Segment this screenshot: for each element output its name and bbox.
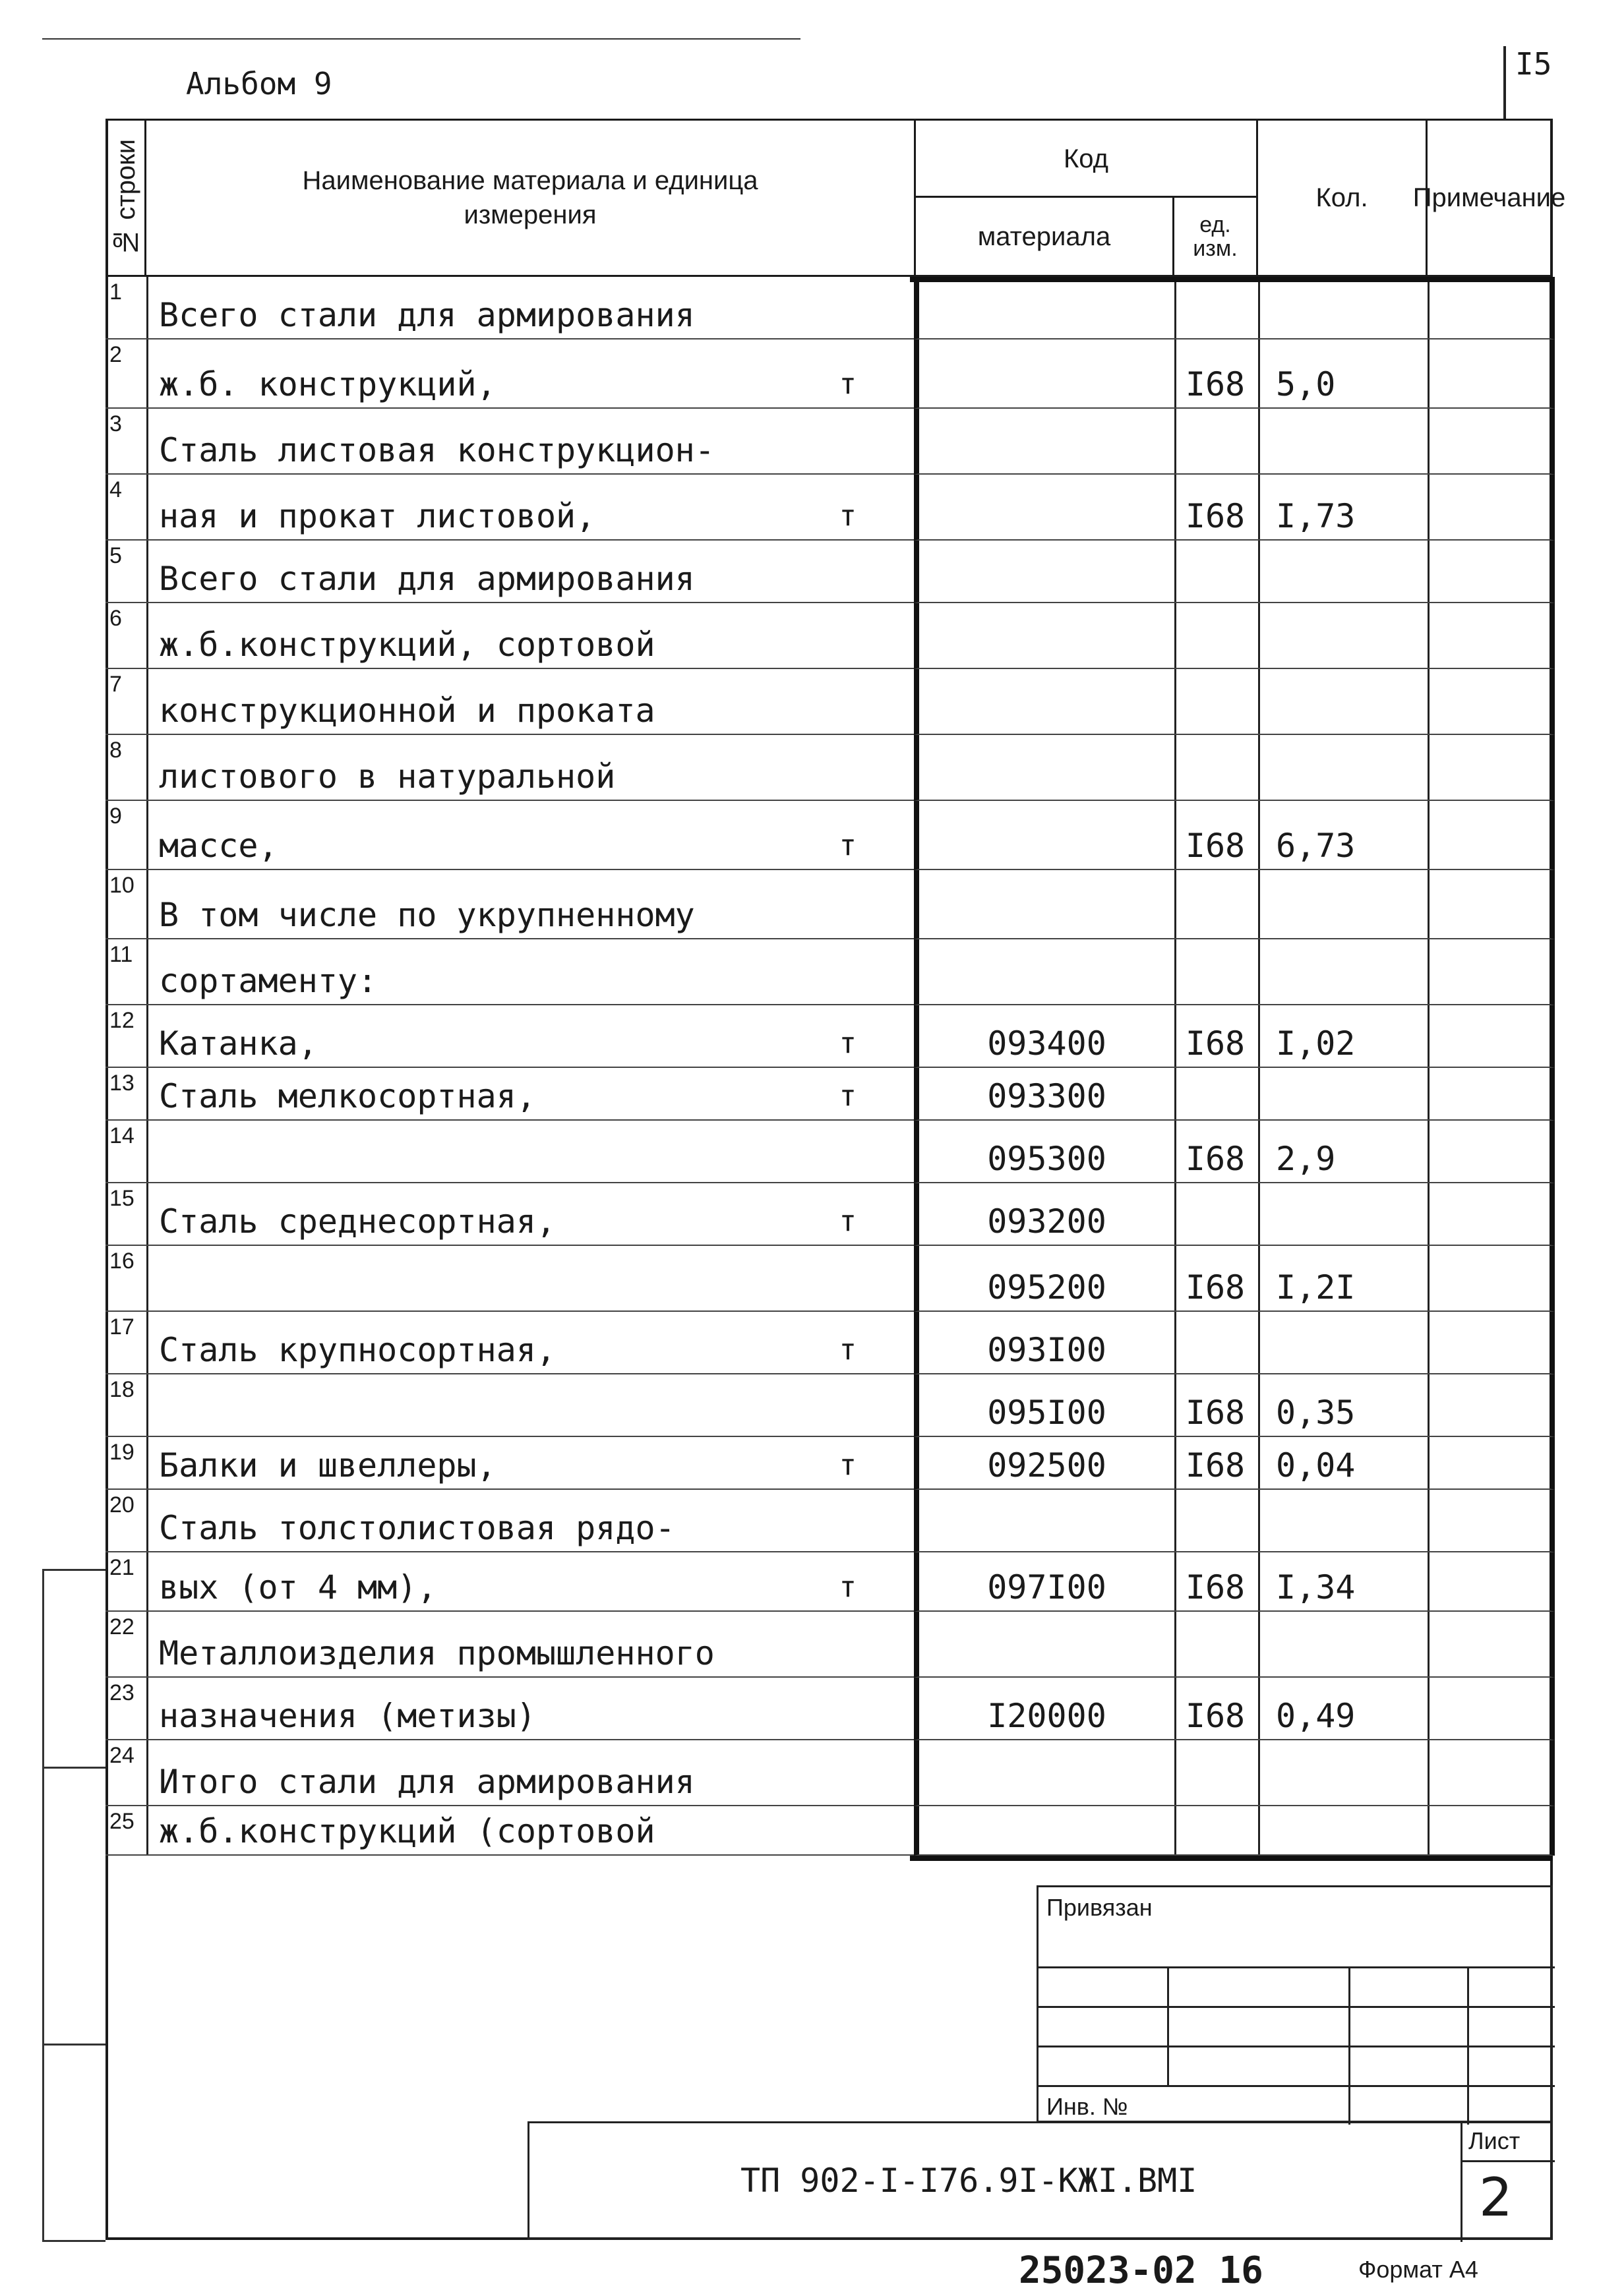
top-rule — [42, 38, 800, 40]
row-material-code — [914, 541, 1176, 603]
row-name — [144, 1490, 918, 1552]
row-number-text: 16 — [109, 1249, 135, 1274]
unit-code-text: I68 — [1185, 1268, 1246, 1307]
linked-label: Привязан — [1046, 1894, 1153, 1921]
table-row — [105, 669, 1553, 735]
header-name: Наименование материала и единица измерения — [144, 119, 916, 277]
row-name-text: Сталь листовая конструкцион- — [159, 431, 715, 469]
row-quantity — [1256, 870, 1430, 939]
unit-code-text: I68 — [1185, 1024, 1246, 1063]
row-number — [105, 801, 148, 870]
unit-code-text: I68 — [1185, 1568, 1246, 1606]
row-unit-text: т — [839, 1570, 857, 1604]
row-unit-text: т — [839, 1079, 857, 1113]
table-row — [105, 1183, 1553, 1246]
row-number-text: 10 — [109, 873, 135, 898]
title-block — [527, 2121, 1553, 2240]
row-number — [105, 409, 148, 475]
row-unit-code — [1172, 1612, 1260, 1678]
row-number — [105, 939, 148, 1005]
sheet-label: Лист — [1468, 2127, 1521, 2154]
table-row — [105, 541, 1553, 603]
quantity-text: I,02 — [1276, 1024, 1356, 1063]
row-number — [105, 1183, 148, 1246]
row-unit-code — [1172, 1374, 1260, 1437]
row-quantity — [1256, 1678, 1430, 1740]
row-quantity — [1256, 1312, 1430, 1374]
row-number — [105, 1552, 148, 1612]
row-name — [144, 1374, 918, 1437]
unit-code-text: I68 — [1185, 1140, 1246, 1178]
row-unit-code — [1172, 1246, 1260, 1312]
table-row — [105, 1678, 1553, 1740]
unit-code-text: I68 — [1185, 1394, 1246, 1432]
row-number-text: 14 — [109, 1123, 135, 1148]
row-name — [144, 939, 918, 1005]
row-material-code — [914, 475, 1176, 541]
row-material-code — [914, 1121, 1176, 1183]
row-note — [1426, 669, 1555, 735]
row-number-text: 22 — [109, 1614, 135, 1639]
row-unit-code — [1172, 669, 1260, 735]
row-number — [105, 1121, 148, 1183]
row-name-text: ж.б.конструкций (сортовой — [159, 1812, 655, 1850]
row-name — [144, 801, 918, 870]
row-name — [144, 1678, 918, 1740]
row-number — [105, 1612, 148, 1678]
row-number — [105, 1740, 148, 1806]
row-name — [144, 1068, 918, 1121]
table-top-rule — [910, 277, 1553, 282]
row-quantity — [1256, 1005, 1430, 1068]
row-number — [105, 1678, 148, 1740]
row-quantity — [1256, 1374, 1430, 1437]
row-number-text: 18 — [109, 1377, 135, 1402]
material-code-text: 095I00 — [987, 1394, 1106, 1432]
row-unit-code — [1172, 1806, 1260, 1856]
table-row — [105, 1806, 1553, 1856]
quantity-text: 2,9 — [1276, 1140, 1336, 1178]
row-material-code — [914, 870, 1176, 939]
row-material-code — [914, 1312, 1176, 1374]
row-note — [1426, 339, 1555, 409]
table-row — [105, 735, 1553, 801]
row-material-code — [914, 1246, 1176, 1312]
row-unit-text: т — [839, 1204, 857, 1238]
row-quantity — [1256, 735, 1430, 801]
row-number-text: 5 — [109, 543, 122, 568]
row-quantity — [1256, 1552, 1430, 1612]
row-material-code — [914, 339, 1176, 409]
row-note — [1426, 409, 1555, 475]
row-number — [105, 541, 148, 603]
row-unit-code — [1172, 1121, 1260, 1183]
row-unit-code — [1172, 939, 1260, 1005]
table-row — [105, 1490, 1553, 1552]
material-code-text: 093200 — [987, 1202, 1106, 1241]
material-code-text: 095200 — [987, 1268, 1106, 1307]
row-quantity — [1256, 1437, 1430, 1490]
row-quantity — [1256, 475, 1430, 541]
header-qty: Кол. — [1256, 119, 1428, 277]
row-number-text: 17 — [109, 1314, 135, 1339]
row-quantity — [1256, 1121, 1430, 1183]
row-quantity — [1256, 1740, 1430, 1806]
row-number — [105, 603, 148, 669]
binding-margin — [42, 1569, 110, 2240]
row-unit-code — [1172, 277, 1260, 339]
row-name-text: ная и прокат листовой, — [159, 497, 596, 535]
row-name-text: Катанка, — [159, 1024, 318, 1063]
table-row — [105, 475, 1553, 541]
material-code-text: 095300 — [987, 1140, 1106, 1178]
row-name — [144, 1246, 918, 1312]
album-label: Альбом 9 — [186, 66, 332, 102]
row-unit-code — [1172, 1312, 1260, 1374]
row-name — [144, 1552, 918, 1612]
row-name-text: сортаменту: — [159, 962, 378, 1000]
row-unit-text: т — [839, 1026, 857, 1060]
row-material-code — [914, 735, 1176, 801]
row-unit-text: т — [839, 1448, 857, 1482]
row-note — [1426, 1068, 1555, 1121]
row-number — [105, 277, 148, 339]
row-quantity — [1256, 939, 1430, 1005]
row-name — [144, 1005, 918, 1068]
row-name — [144, 1121, 918, 1183]
row-number-text: 15 — [109, 1186, 135, 1211]
header-note: Примечание — [1426, 119, 1553, 277]
row-note — [1426, 1678, 1555, 1740]
row-unit-text: т — [839, 499, 857, 533]
page-number: I5 — [1515, 46, 1552, 82]
row-material-code — [914, 801, 1176, 870]
row-note — [1426, 1612, 1555, 1678]
row-note — [1426, 1806, 1555, 1856]
row-unit-code — [1172, 1740, 1260, 1806]
row-name-text: Итого стали для армирования — [159, 1763, 695, 1801]
materials-table — [105, 119, 1566, 1850]
quantity-text: I,34 — [1276, 1568, 1356, 1606]
row-name-text: ж.б. конструкций, — [159, 365, 497, 403]
table-bottom-rule — [910, 1856, 1553, 1861]
row-name — [144, 541, 918, 603]
quantity-text: I,73 — [1276, 497, 1356, 535]
sheet-number: 2 — [1479, 2167, 1513, 2228]
corner-tick — [1503, 46, 1506, 120]
header-row-no: № строки — [105, 119, 146, 277]
row-number-text: 21 — [109, 1555, 135, 1580]
row-note — [1426, 277, 1555, 339]
table-row — [105, 409, 1553, 475]
row-note — [1426, 735, 1555, 801]
header-code: Код — [914, 119, 1258, 198]
row-material-code — [914, 1005, 1176, 1068]
row-material-code — [914, 1068, 1176, 1121]
material-code-text: 093I00 — [987, 1331, 1106, 1369]
row-note — [1426, 1121, 1555, 1183]
row-unit-text: т — [839, 829, 857, 862]
row-name-text: конструкционной и проката — [159, 692, 655, 730]
row-name — [144, 1183, 918, 1246]
row-material-code — [914, 669, 1176, 735]
row-name-text: Балки и швеллеры, — [159, 1446, 497, 1485]
row-note — [1426, 541, 1555, 603]
row-number-text: 19 — [109, 1440, 135, 1465]
row-note — [1426, 801, 1555, 870]
table-row — [105, 1068, 1553, 1121]
row-quantity — [1256, 1246, 1430, 1312]
row-material-code — [914, 277, 1176, 339]
row-unit-code — [1172, 735, 1260, 801]
row-name-text: Металлоизделия промышленного — [159, 1634, 715, 1672]
row-name — [144, 475, 918, 541]
row-name-text: Всего стали для армирования — [159, 296, 695, 334]
row-number-text: 4 — [109, 477, 122, 502]
row-note — [1426, 1437, 1555, 1490]
row-number — [105, 1806, 148, 1856]
row-name — [144, 603, 918, 669]
row-unit-code — [1172, 801, 1260, 870]
table-row — [105, 870, 1553, 939]
row-name-text: Сталь мелкосортная, — [159, 1077, 536, 1115]
row-unit-code — [1172, 1437, 1260, 1490]
row-number-text: 8 — [109, 738, 122, 763]
material-code-text: 097I00 — [987, 1568, 1106, 1606]
row-material-code — [914, 1552, 1176, 1612]
row-name — [144, 1806, 918, 1856]
row-name-text: Сталь среднесортная, — [159, 1202, 557, 1241]
table-row — [105, 277, 1553, 339]
row-note — [1426, 475, 1555, 541]
row-quantity — [1256, 1183, 1430, 1246]
row-number-text: 3 — [109, 411, 122, 436]
row-material-code — [914, 1678, 1176, 1740]
row-quantity — [1256, 1612, 1430, 1678]
table-row — [105, 1312, 1553, 1374]
table-row — [105, 339, 1553, 409]
row-unit-code — [1172, 870, 1260, 939]
row-quantity — [1256, 669, 1430, 735]
unit-code-text: I68 — [1185, 1697, 1246, 1735]
row-number-text: 25 — [109, 1809, 135, 1834]
row-number-text: 11 — [109, 942, 133, 967]
row-material-code — [914, 409, 1176, 475]
row-unit-code — [1172, 339, 1260, 409]
row-name — [144, 1612, 918, 1678]
row-quantity — [1256, 1806, 1430, 1856]
table-row — [105, 1246, 1553, 1312]
row-material-code — [914, 1806, 1176, 1856]
row-name — [144, 1740, 918, 1806]
quantity-text: I,2I — [1276, 1268, 1356, 1307]
material-code-text: 092500 — [987, 1446, 1106, 1485]
material-code-text: 093400 — [987, 1024, 1106, 1063]
table-row — [105, 1005, 1553, 1068]
row-unit-code — [1172, 1068, 1260, 1121]
table-row — [105, 939, 1553, 1005]
row-name — [144, 669, 918, 735]
row-number-text: 9 — [109, 804, 122, 829]
row-note — [1426, 1312, 1555, 1374]
row-number-text: 6 — [109, 606, 122, 631]
row-note — [1426, 1552, 1555, 1612]
row-name — [144, 870, 918, 939]
row-number-text: 1 — [109, 280, 122, 305]
row-note — [1426, 1374, 1555, 1437]
row-material-code — [914, 939, 1176, 1005]
row-quantity — [1256, 409, 1430, 475]
row-quantity — [1256, 541, 1430, 603]
row-name-text: вых (от 4 мм), — [159, 1568, 437, 1606]
row-unit-code — [1172, 475, 1260, 541]
row-unit-code — [1172, 1678, 1260, 1740]
row-number — [105, 475, 148, 541]
row-unit-code — [1172, 409, 1260, 475]
row-note — [1426, 1005, 1555, 1068]
unit-code-text: I68 — [1185, 497, 1246, 535]
row-number — [105, 1005, 148, 1068]
row-name-text: Сталь крупносортная, — [159, 1331, 557, 1369]
row-name-text: листового в натуральной — [159, 757, 616, 796]
row-material-code — [914, 1183, 1176, 1246]
row-number — [105, 1312, 148, 1374]
table-row — [105, 1552, 1553, 1612]
row-note — [1426, 1490, 1555, 1552]
row-quantity — [1256, 1490, 1430, 1552]
document-number: ТП 902-I-I76.9I-КЖI.ВМI — [740, 2162, 1197, 2200]
quantity-text: 6,73 — [1276, 827, 1356, 865]
table-row — [105, 1740, 1553, 1806]
row-number-text: 20 — [109, 1492, 135, 1517]
row-quantity — [1256, 277, 1430, 339]
table-row — [105, 1374, 1553, 1437]
row-unit-code — [1172, 541, 1260, 603]
unit-code-text: I68 — [1185, 827, 1246, 865]
row-note — [1426, 1740, 1555, 1806]
row-name-text: ж.б.конструкций, сортовой — [159, 626, 655, 664]
quantity-text: 0,04 — [1276, 1446, 1356, 1485]
row-number — [105, 1246, 148, 1312]
row-quantity — [1256, 1068, 1430, 1121]
material-code-text: I20000 — [987, 1697, 1106, 1735]
row-material-code — [914, 1437, 1176, 1490]
header-code-unit: ед. изм. — [1172, 196, 1258, 277]
material-code-text: 093300 — [987, 1077, 1106, 1115]
row-note — [1426, 1246, 1555, 1312]
quantity-text: 0,49 — [1276, 1697, 1356, 1735]
quantity-text: 0,35 — [1276, 1394, 1356, 1432]
row-number-text: 23 — [109, 1680, 135, 1705]
row-unit-code — [1172, 603, 1260, 669]
row-number — [105, 1374, 148, 1437]
inventory-label: Инв. № — [1046, 2093, 1128, 2120]
row-unit-code — [1172, 1183, 1260, 1246]
row-number-text: 24 — [109, 1743, 135, 1768]
table-row — [105, 1121, 1553, 1183]
row-name-text: В том числе по укрупненному — [159, 896, 695, 934]
table-row — [105, 801, 1553, 870]
row-material-code — [914, 1612, 1176, 1678]
row-note — [1426, 603, 1555, 669]
row-name — [144, 277, 918, 339]
row-name — [144, 339, 918, 409]
row-name-text: Сталь толстолистовая рядо- — [159, 1509, 675, 1547]
row-material-code — [914, 603, 1176, 669]
row-number — [105, 870, 148, 939]
table-row — [105, 1612, 1553, 1678]
format-label: Формат А4 — [1358, 2256, 1478, 2283]
linked-block — [1037, 1885, 1553, 2123]
row-quantity — [1256, 603, 1430, 669]
row-note — [1426, 1183, 1555, 1246]
row-name-text: назначения (метизы) — [159, 1697, 536, 1735]
row-unit-code — [1172, 1005, 1260, 1068]
quantity-text: 5,0 — [1276, 365, 1336, 403]
row-number-text: 7 — [109, 672, 122, 697]
row-unit-code — [1172, 1552, 1260, 1612]
row-material-code — [914, 1740, 1176, 1806]
row-number-text: 12 — [109, 1008, 135, 1033]
unit-code-text: I68 — [1185, 1446, 1246, 1485]
row-number — [105, 1437, 148, 1490]
row-quantity — [1256, 339, 1430, 409]
row-unit-code — [1172, 1490, 1260, 1552]
row-number-text: 2 — [109, 342, 122, 367]
row-name-text: массе, — [159, 827, 278, 865]
row-number-text: 13 — [109, 1071, 135, 1096]
row-note — [1426, 870, 1555, 939]
row-unit-text: т — [839, 1333, 857, 1367]
row-material-code — [914, 1374, 1176, 1437]
row-name — [144, 735, 918, 801]
row-unit-text: т — [839, 367, 857, 401]
unit-code-text: I68 — [1185, 365, 1246, 403]
archive-code: 25023-02 16 — [1019, 2249, 1263, 2292]
row-name — [144, 409, 918, 475]
table-row — [105, 1437, 1553, 1490]
table-row — [105, 603, 1553, 669]
row-number — [105, 339, 148, 409]
row-number — [105, 1490, 148, 1552]
row-number — [105, 735, 148, 801]
row-quantity — [1256, 801, 1430, 870]
row-material-code — [914, 1490, 1176, 1552]
row-number — [105, 1068, 148, 1121]
row-name — [144, 1312, 918, 1374]
row-note — [1426, 939, 1555, 1005]
row-name — [144, 1437, 918, 1490]
row-name-text: Всего стали для армирования — [159, 560, 695, 598]
header-code-material: материала — [914, 196, 1174, 277]
row-number — [105, 669, 148, 735]
